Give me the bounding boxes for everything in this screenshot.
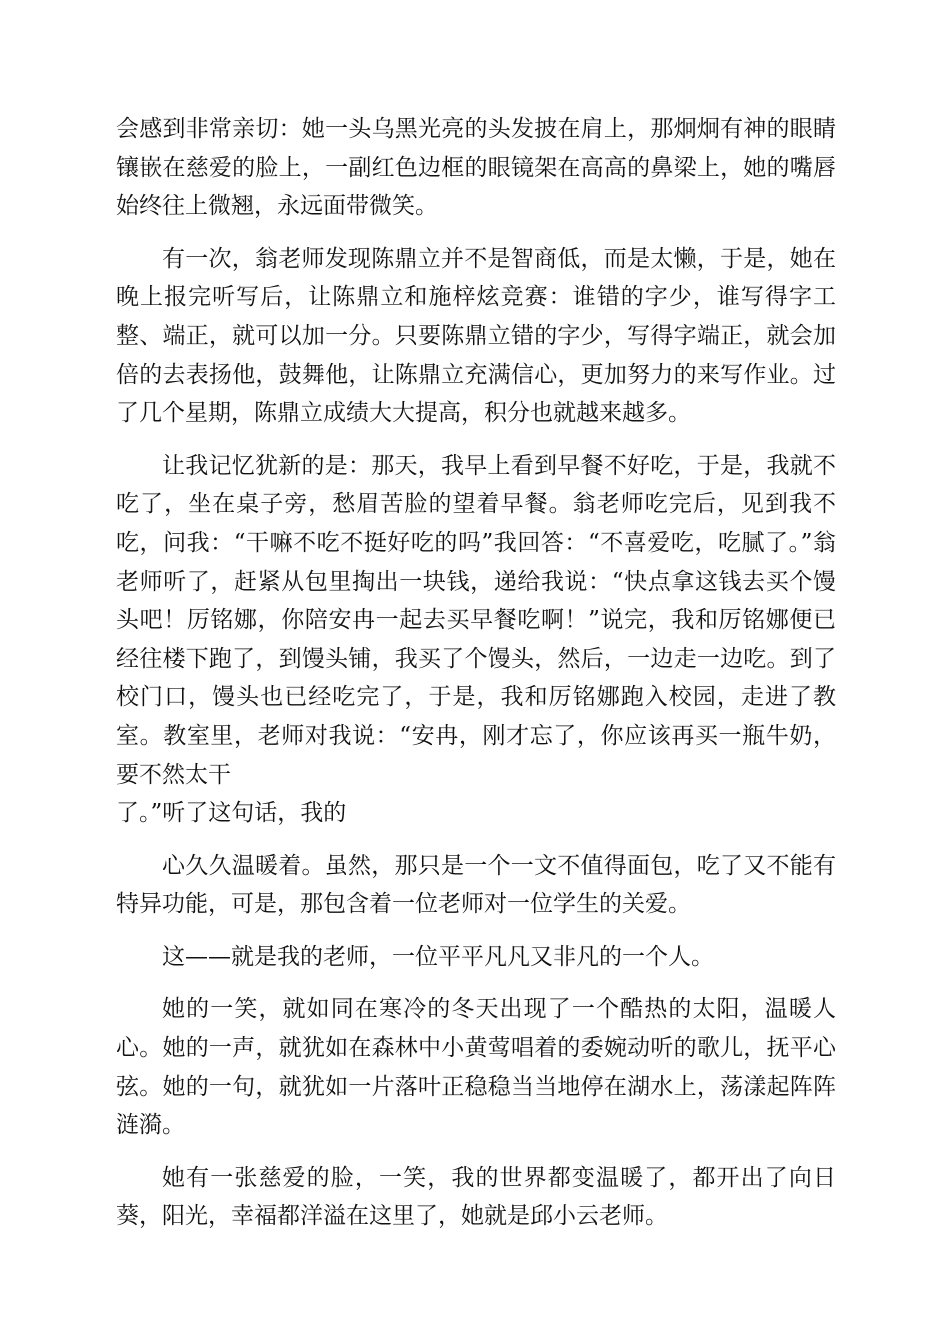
paragraph-breakfast-story: 让我记忆犹新的是：那天，我早上看到早餐不好吃，于是，我就不吃了，坐在桌子旁，愁眉苦脸的望着早餐。翁老师吃完后，见到我不吃，问我：“干嘛不吃不挺好吃的吗”我回答：“不喜爱吃，吃腻了。”翁老师听了，赶紧从包里掏出一块钱，递给我说：“快点拿这钱去买个馒头吧！厉铭娜，你陪安冉一起去买早餐吃啊！”说完，我和厉铭娜便已经往楼下跑了，到馒头铺，我买了个馒头，然后，一边走一边吃。到了校门口，馒头也已经吃完了，于是，我和厉铭娜跑入校园，走进了教室。教室里，老师对我说：“安冉，刚才忘了，你应该再买一瓶牛奶，要不然太干 bbox=[116, 452, 836, 788]
paragraph-breakfast-story-end: 了。”听了这句话，我的 bbox=[116, 800, 347, 827]
paragraph-warm-heart: 心久久温暖着。虽然，那只是一个一文不值得面包，吃了又不能有特异功能，可是，那包含着一位老师对一位学生的关爱。 bbox=[116, 852, 836, 918]
document-page bbox=[116, 110, 836, 1250]
paragraph-conclusion: 她有一张慈爱的脸，一笑，我的世界都变温暖了，都开出了向日葵，阳光，幸福都洋溢在这里了，她就是邱小云老师。 bbox=[116, 1164, 836, 1230]
paragraph-smile-metaphors: 她的一笑，就如同在寒冷的冬天出现了一个酷热的太阳，温暖人心。她的一声，就犹如在森林中小黄莺唱着的委婉动听的歌儿，抚平心弦。她的一句，就犹如一片落叶正稳稳当当地停在湖水上，荡漾起阵阵涟漪。 bbox=[116, 996, 836, 1139]
paragraph-teacher-appearance: 会感到非常亲切：她一头乌黑光亮的头发披在肩上，那炯炯有神的眼睛镶嵌在慈爱的脸上，一副红色边框的眼镜架在高高的鼻梁上，她的嘴唇始终往上微翘，永远面带微笑。 bbox=[116, 116, 836, 220]
paragraph-ordinary-teacher: 这——就是我的老师，一位平平凡凡又非凡的一个人。 bbox=[162, 943, 714, 970]
paragraph-dictation-contest: 有一次，翁老师发现陈鼎立并不是智商低，而是太懒，于是，她在晚上报完听写后，让陈鼎立和施梓炫竞赛：谁错的字少，谁写得字工整、端正，就可以加一分。只要陈鼎立错的字少，写得字端正，就会加倍的去表扬他，鼓舞他，让陈鼎立充满信心，更加努力的来写作业。过了几个星期，陈鼎立成绩大大提高，积分也就越来越多。 bbox=[116, 245, 836, 427]
